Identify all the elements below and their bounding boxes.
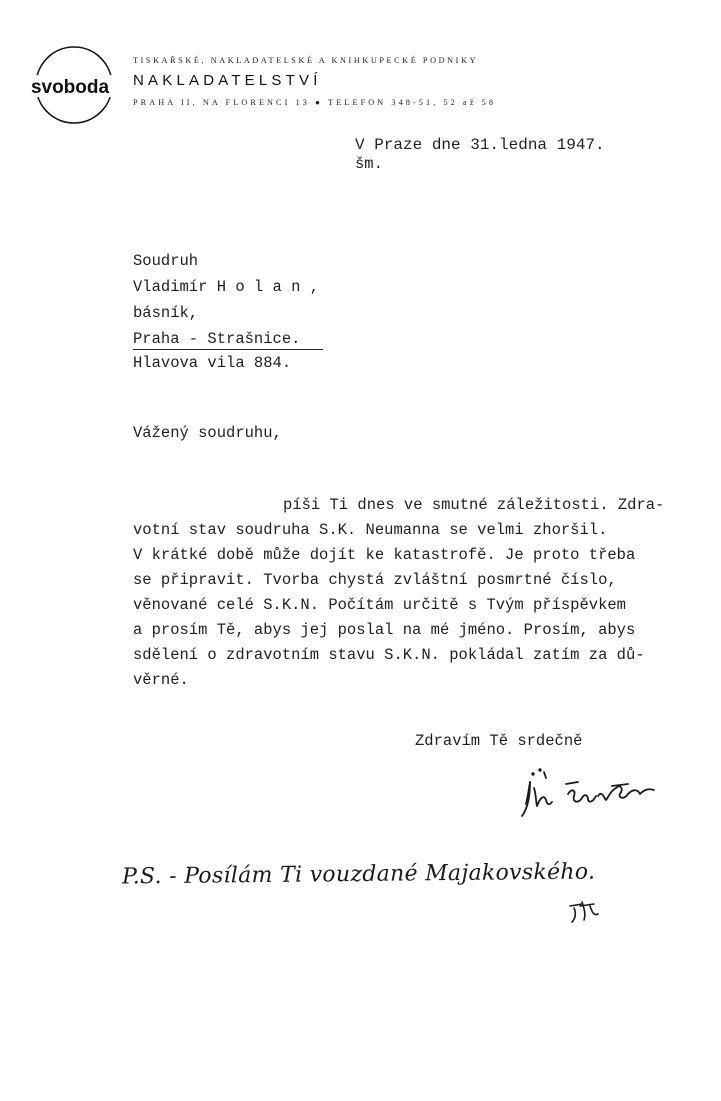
recipient-line-2: Vladimír H o l a n , [133,278,320,296]
handwritten-signature [516,764,666,820]
recipient-line-4: Praha - Strašnice. [133,330,301,348]
reference-mark: šm. [355,155,383,173]
closing-line: Zdravím Tě srdečně [415,732,583,750]
address-underline [133,349,323,350]
recipient-line-5: Hlavova vila 884. [133,354,292,372]
svoboda-logo [18,45,122,125]
date-line: V Praze dne 31.ledna 1947. [355,136,605,154]
body-line-5: věnované celé S.K.N. Počítám určitě s Tvým příspěvkem [133,596,626,614]
body-line-8: věrné. [133,671,189,689]
recipient-line-1: Soudruh [133,252,199,270]
body-line-7: sdělení o zdravotním stavu S.K.N. pokládal zatím za dů- [133,646,645,664]
postscript-initials [568,894,608,924]
logo-text: svoboda [30,77,110,98]
recipient-line-3: básník, [133,304,199,322]
body-line-3: V krátké době může dojít ke katastrofě. Je proto třeba [133,546,636,564]
letterhead-tagline: TISKAŘSKÉ, NAKLADATELSKÉ A KNIHKUPECKÉ PODNIKY [133,56,478,65]
handwritten-postscript: P.S. - Posílám Ti vouzdané Majakovského. [121,859,596,890]
salutation: Vážený soudruhu, [133,424,282,442]
letterhead-publisher-name: NAKLADATELSTVÍ [133,72,322,89]
body-line-2: votní stav soudruha S.K. Neumanna se velmi zhoršil. [133,521,608,539]
body-line-6: a prosím Tě, abys jej poslal na mé jméno. Prosím, abys [133,621,636,639]
body-line-4: se připravit. Tvorba chystá zvláštní posmrtné číslo, [133,571,617,589]
body-line-1: píši Ti dnes ve smutné záležitosti. Zdra- [283,496,665,514]
letterhead-address: PRAHA II, NA FLORENCI 13 ● TELEFON 348-51, 52 až 58 [133,98,497,107]
